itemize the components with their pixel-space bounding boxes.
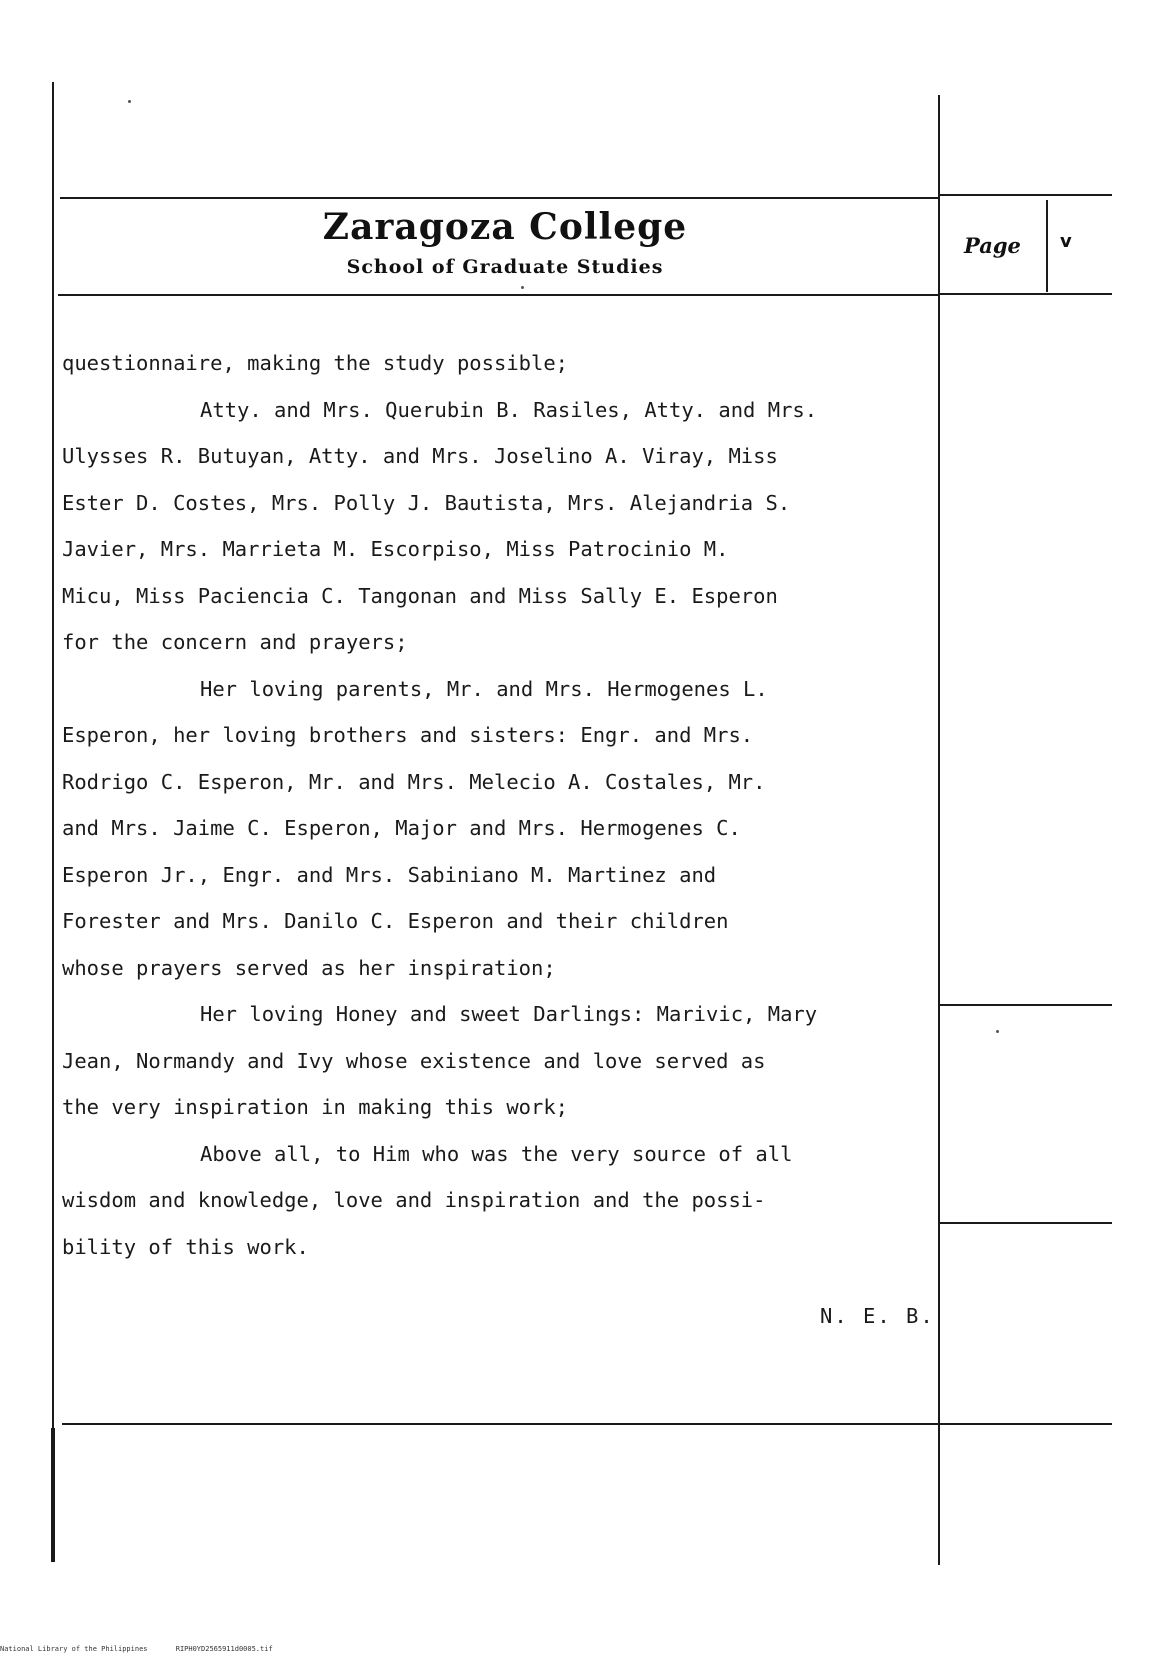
header-bottom-rule <box>58 294 938 296</box>
text-line: Micu, Miss Paciencia C. Tangonan and Miss Sally E. Esperon <box>62 583 778 608</box>
page-box-bottom-rule <box>940 293 1112 295</box>
text-line: Ulysses R. Butuyan, Atty. and Mrs. Joselino A. Viray, Miss <box>62 444 778 468</box>
text-line: the very inspiration in making this work; <box>62 1095 569 1119</box>
text-line: whose prayers served as her inspiration; <box>62 955 556 980</box>
page-number: v <box>1060 231 1072 252</box>
text-line: Her loving Honey and sweet Darlings: Marivic, Mary <box>200 1002 818 1026</box>
text-line: Her loving parents, Mr. and Mrs. Hermogenes L. <box>200 676 768 701</box>
header-top-rule <box>60 197 938 199</box>
page-box-divider <box>1046 200 1048 292</box>
text-line: Javier, Mrs. Marrieta M. Escorpiso, Miss Patrocinio M. <box>62 537 729 561</box>
text-line: questionnaire, making the study possible; <box>62 351 569 375</box>
text-line: Ester D. Costes, Mrs. Polly J. Bautista, Mrs. Alejandria S. <box>62 490 791 515</box>
college-name: Zaragoza College <box>322 206 688 248</box>
margin-rule-upper <box>940 1004 1112 1006</box>
scan-filename: RIPH0YD2565911d0005.tif <box>175 1645 273 1653</box>
signature-initials: N. E. B. <box>820 1304 935 1328</box>
scan-speck <box>996 1030 999 1033</box>
text-line: Atty. and Mrs. Querubin B. Rasiles, Atty. and Mrs. <box>200 397 818 422</box>
text-line: bility of this work. <box>62 1234 309 1259</box>
scan-speck <box>521 286 524 289</box>
margin-rule-lower <box>940 1222 1112 1224</box>
acknowledgement-text <box>62 340 942 1270</box>
text-line: Esperon, her loving brothers and sisters: Engr. and Mrs. <box>62 723 754 747</box>
library-credit: National Library of the Philippines <box>0 1645 148 1653</box>
left-margin-rule-heavy <box>51 1428 55 1562</box>
text-line: wisdom and knowledge, love and inspiration and the possi- <box>62 1188 766 1212</box>
text-line: Esperon Jr., Engr. and Mrs. Sabiniano M. Martinez and <box>62 862 717 887</box>
text-line: and Mrs. Jaime C. Esperon, Major and Mrs. Hermogenes C. <box>62 816 741 840</box>
text-line: Forester and Mrs. Danilo C. Esperon and their children <box>62 909 729 933</box>
school-name: School of Graduate Studies <box>346 256 664 278</box>
text-line: for the concern and prayers; <box>62 630 408 654</box>
text-line: Above all, to Him who was the very source of all <box>200 1141 793 1166</box>
page-box-top-rule <box>940 194 1112 196</box>
left-margin-rule <box>52 82 54 1562</box>
bottom-rule <box>62 1423 1112 1425</box>
page-label: Page <box>964 233 1021 258</box>
scan-speck <box>128 100 131 103</box>
text-line: Rodrigo C. Esperon, Mr. and Mrs. Melecio A. Costales, Mr. <box>62 769 766 794</box>
text-line: Jean, Normandy and Ivy whose existence and love served as <box>62 1048 766 1073</box>
scan-footer <box>0 1645 273 1653</box>
